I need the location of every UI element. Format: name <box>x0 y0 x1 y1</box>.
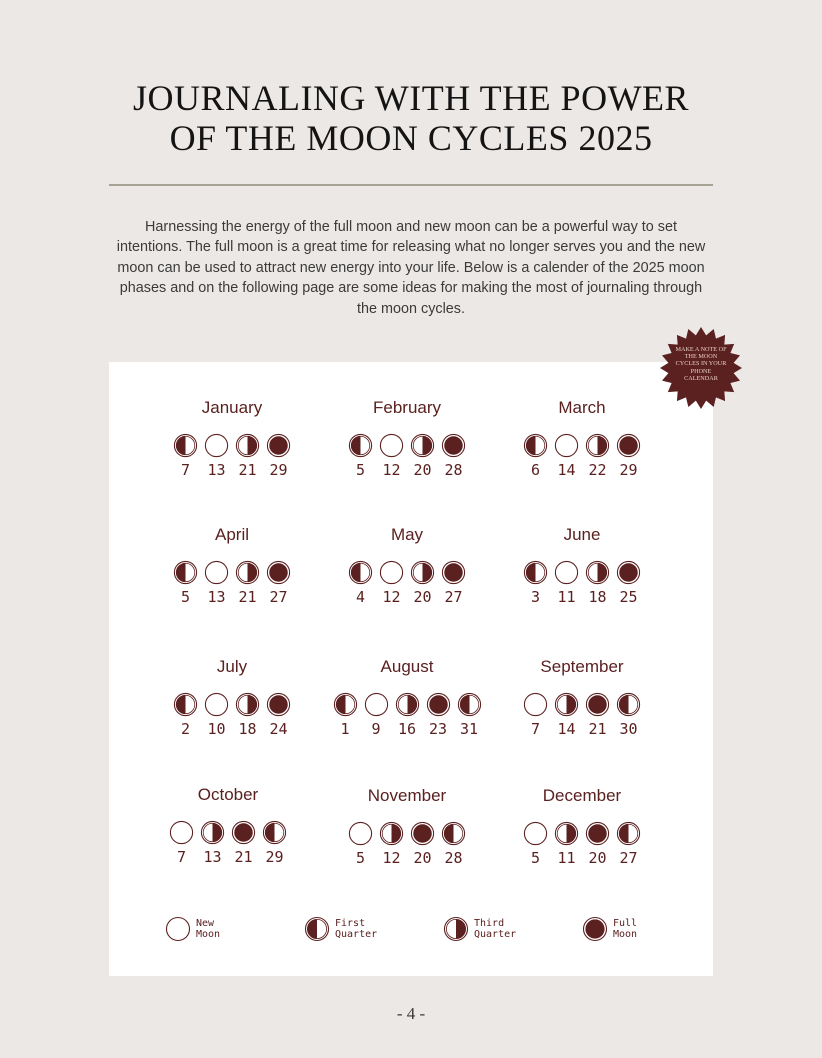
full-moon-icon <box>440 559 467 586</box>
month-february <box>317 398 497 479</box>
moon-date: 12 <box>382 461 401 479</box>
moon-date: 5 <box>180 588 191 606</box>
moon-date-row <box>142 461 322 479</box>
first-quarter-moon-icon <box>522 432 549 459</box>
legend-label <box>474 918 516 941</box>
moon-date-row <box>317 461 497 479</box>
new-moon-icon <box>522 691 549 718</box>
moon-phase-row <box>142 432 322 459</box>
moon-date: 30 <box>619 720 638 738</box>
legend-first-quarter <box>303 913 377 945</box>
moon-date: 28 <box>444 461 463 479</box>
full-moon-icon <box>584 691 611 718</box>
full-moon-icon <box>581 915 609 943</box>
moon-date-row <box>142 588 322 606</box>
first-quarter-moon-icon <box>332 691 359 718</box>
full-moon-icon <box>425 691 452 718</box>
legend-label-line-1: Third <box>474 917 505 929</box>
moon-date: 18 <box>588 588 607 606</box>
month-name: December <box>542 786 622 805</box>
third-quarter-moon-icon <box>584 559 611 586</box>
moon-date: 22 <box>588 461 607 479</box>
full-moon-icon <box>265 559 292 586</box>
legend-third-quarter <box>442 913 516 945</box>
moon-phase-row <box>492 820 672 847</box>
moon-date-row <box>317 588 497 606</box>
full-moon-icon <box>615 432 642 459</box>
full-moon-icon <box>615 559 642 586</box>
moon-date: 11 <box>557 849 576 867</box>
moon-date-row <box>317 720 497 738</box>
moon-phase-row <box>142 691 322 718</box>
month-july <box>142 657 322 738</box>
new-moon-icon <box>378 432 405 459</box>
moon-date: 13 <box>207 461 226 479</box>
moon-date: 12 <box>382 849 401 867</box>
month-april <box>142 525 322 606</box>
month-name: October <box>197 785 259 804</box>
month-name: March <box>558 398 606 417</box>
moon-date-row <box>317 849 497 867</box>
legend-new-moon <box>164 913 220 945</box>
moon-phase-row <box>138 819 318 846</box>
legend-label <box>196 918 220 941</box>
third-quarter-moon-icon <box>584 432 611 459</box>
month-december <box>492 786 672 867</box>
month-name: September <box>540 657 624 676</box>
moon-date: 5 <box>530 849 541 867</box>
full-moon-icon <box>584 820 611 847</box>
month-name: February <box>372 398 442 417</box>
moon-phase-row <box>317 559 497 586</box>
moon-date: 5 <box>355 461 366 479</box>
new-moon-icon <box>203 559 230 586</box>
new-moon-icon <box>378 559 405 586</box>
new-moon-icon <box>164 915 192 943</box>
moon-date: 23 <box>428 720 448 738</box>
moon-date: 20 <box>413 461 432 479</box>
new-moon-icon <box>553 432 580 459</box>
moon-date: 27 <box>269 588 288 606</box>
moon-phase-row <box>317 432 497 459</box>
new-moon-icon <box>363 691 390 718</box>
new-moon-icon <box>203 691 230 718</box>
new-moon-icon <box>168 819 195 846</box>
third-quarter-moon-icon <box>553 691 580 718</box>
moon-phase-row <box>142 559 322 586</box>
new-moon-icon <box>522 820 549 847</box>
moon-date: 27 <box>444 588 463 606</box>
legend-label-line-2: Moon <box>196 929 221 940</box>
third-quarter-moon-icon <box>409 432 436 459</box>
month-september <box>492 657 672 738</box>
legend-label-line-1: Full <box>613 917 638 929</box>
month-january <box>142 398 322 479</box>
moon-date: 20 <box>588 849 607 867</box>
moon-date: 24 <box>269 720 288 738</box>
first-quarter-moon-icon <box>172 432 199 459</box>
month-march <box>492 398 672 479</box>
moon-date-row <box>492 720 672 738</box>
first-quarter-moon-icon <box>172 559 199 586</box>
first-quarter-moon-icon <box>456 691 483 718</box>
moon-date: 14 <box>557 720 576 738</box>
moon-date: 21 <box>238 461 257 479</box>
moon-date: 20 <box>413 849 432 867</box>
moon-phase-row <box>492 559 672 586</box>
month-november <box>317 786 497 867</box>
first-quarter-moon-icon <box>347 559 374 586</box>
moon-date: 21 <box>238 588 257 606</box>
moon-date: 7 <box>176 848 187 866</box>
third-quarter-moon-icon <box>234 691 261 718</box>
month-name: June <box>563 525 601 544</box>
legend-label <box>335 918 377 941</box>
moon-date: 21 <box>588 720 607 738</box>
month-name: April <box>214 525 249 544</box>
title-line-2: OF THE MOON CYCLES 2025 <box>169 118 653 158</box>
month-june <box>492 525 672 606</box>
moon-date: 13 <box>207 588 226 606</box>
month-may <box>317 525 497 606</box>
new-moon-icon <box>553 559 580 586</box>
moon-date: 18 <box>238 720 257 738</box>
first-quarter-moon-icon <box>522 559 549 586</box>
moon-date: 21 <box>234 848 253 866</box>
full-moon-icon <box>265 432 292 459</box>
title-line-1: JOURNALING WITH THE POWER <box>132 78 690 118</box>
legend-full-moon <box>581 913 637 945</box>
third-quarter-moon-icon <box>394 691 421 718</box>
new-moon-icon <box>203 432 230 459</box>
new-moon-icon <box>347 820 374 847</box>
first-quarter-moon-icon <box>615 820 642 847</box>
legend-label-line-2: Quarter <box>474 929 517 940</box>
moon-date: 29 <box>619 461 638 479</box>
moon-date: 16 <box>397 720 417 738</box>
moon-date: 29 <box>265 848 284 866</box>
third-quarter-moon-icon <box>199 819 226 846</box>
moon-date-row <box>492 588 672 606</box>
month-name: January <box>201 398 263 417</box>
moon-date: 20 <box>413 588 432 606</box>
moon-phase-row <box>317 691 497 718</box>
moon-date-row <box>492 461 672 479</box>
first-quarter-moon-icon <box>347 432 374 459</box>
moon-date: 28 <box>444 849 463 867</box>
moon-phase-row <box>492 691 672 718</box>
legend-label-line-1: First <box>335 917 366 929</box>
first-quarter-moon-icon <box>440 820 467 847</box>
moon-date: 1 <box>340 720 350 738</box>
moon-date: 6 <box>530 461 541 479</box>
full-moon-icon <box>440 432 467 459</box>
moon-phase-row <box>317 820 497 847</box>
third-quarter-moon-icon <box>234 559 261 586</box>
moon-date: 14 <box>557 461 576 479</box>
moon-date: 31 <box>459 720 479 738</box>
moon-date-row <box>138 848 318 866</box>
third-quarter-moon-icon <box>234 432 261 459</box>
intro-paragraph: Harnessing the energy of the full moon and new moon can be a powerful way to set intentions. The full moon is a great time for releasing what no longer serves you and the new moon can be used to attract new energy into your life. Below is a calender of the 2025 moon phases and on the following page are some ideas for making the most of journaling through the moon cycles. <box>116 219 706 317</box>
third-quarter-moon-icon <box>378 820 405 847</box>
page-title <box>0 78 822 158</box>
third-quarter-moon-icon <box>442 915 470 943</box>
moon-date: 3 <box>530 588 541 606</box>
month-name: November <box>367 786 447 805</box>
third-quarter-moon-icon <box>553 820 580 847</box>
legend-label-line-2: Moon <box>613 929 638 940</box>
moon-date: 27 <box>619 849 638 867</box>
third-quarter-moon-icon <box>409 559 436 586</box>
month-august <box>317 657 497 738</box>
full-moon-icon <box>265 691 292 718</box>
moon-date-row <box>142 720 322 738</box>
moon-date-row <box>492 849 672 867</box>
moon-date: 25 <box>619 588 638 606</box>
month-name: May <box>390 525 424 544</box>
moon-date: 11 <box>557 588 576 606</box>
full-moon-icon <box>230 819 257 846</box>
moon-date: 2 <box>180 720 191 738</box>
legend-label-line-2: Quarter <box>335 929 378 940</box>
page-number: - 4 - <box>396 1004 426 1023</box>
moon-date: 12 <box>382 588 401 606</box>
moon-date: 29 <box>269 461 288 479</box>
month-name: July <box>216 657 248 676</box>
month-name: August <box>380 657 434 676</box>
badge-text: MAKE A NOTE OF THE MOON CYCLES IN YOUR PHONE CALENDAR <box>675 346 727 382</box>
first-quarter-moon-icon <box>303 915 331 943</box>
moon-date: 7 <box>530 720 541 738</box>
moon-phase-row <box>492 432 672 459</box>
month-october <box>138 785 318 866</box>
first-quarter-moon-icon <box>172 691 199 718</box>
legend-label <box>613 918 637 941</box>
first-quarter-moon-icon <box>615 691 642 718</box>
title-divider <box>109 184 713 186</box>
legend-label-line-1: New <box>196 917 215 929</box>
moon-date: 13 <box>203 848 222 866</box>
full-moon-icon <box>409 820 436 847</box>
moon-date: 7 <box>180 461 191 479</box>
moon-date: 10 <box>207 720 226 738</box>
moon-date: 4 <box>355 588 366 606</box>
first-quarter-moon-icon <box>261 819 288 846</box>
moon-date: 5 <box>355 849 366 867</box>
moon-date: 9 <box>371 720 381 738</box>
